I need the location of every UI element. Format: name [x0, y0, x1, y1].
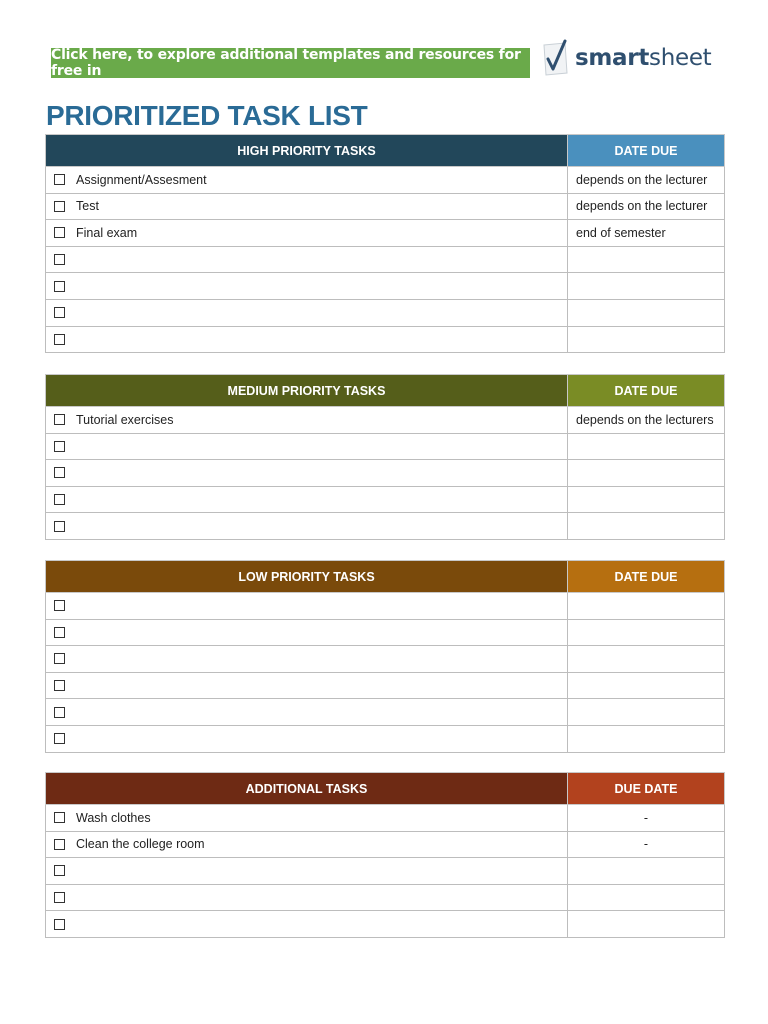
- task-cell[interactable]: [46, 299, 568, 326]
- due-date-cell[interactable]: [568, 725, 725, 752]
- task-checkbox[interactable]: [54, 600, 65, 611]
- task-text: Assignment/Assesment: [76, 172, 207, 187]
- additional-due-header: DUE DATE: [568, 773, 725, 805]
- task-checkbox[interactable]: [54, 441, 65, 452]
- task-cell[interactable]: [46, 460, 568, 487]
- due-date-cell[interactable]: [568, 858, 725, 885]
- task-checkbox[interactable]: [54, 414, 65, 425]
- task-checkbox[interactable]: [54, 707, 65, 718]
- table-row: [46, 805, 725, 832]
- low-tasks-header: LOW PRIORITY TASKS: [46, 561, 568, 593]
- due-date-cell[interactable]: depends on the lecturer: [568, 193, 725, 220]
- task-checkbox[interactable]: [54, 494, 65, 505]
- table-row: [46, 273, 725, 300]
- banner-text: Click here, to explore additional templates and resources for free in: [51, 47, 521, 79]
- task-checkbox[interactable]: [54, 653, 65, 664]
- task-cell[interactable]: [46, 672, 568, 699]
- task-checkbox[interactable]: [54, 865, 65, 876]
- task-cell[interactable]: [46, 167, 568, 194]
- additional-priority-table: [45, 772, 725, 938]
- due-date-cell[interactable]: [568, 299, 725, 326]
- due-date-cell[interactable]: [568, 672, 725, 699]
- medium-priority-table: [45, 374, 725, 540]
- table-row: [46, 220, 725, 247]
- task-text: Tutorial exercises: [76, 412, 174, 427]
- due-date-cell[interactable]: [568, 646, 725, 673]
- due-date-cell[interactable]: -: [568, 831, 725, 858]
- logo-wordmark: smartsheet: [575, 45, 712, 71]
- task-checkbox[interactable]: [54, 892, 65, 903]
- table-row: [46, 831, 725, 858]
- task-checkbox[interactable]: [54, 201, 65, 212]
- task-checkbox[interactable]: [54, 467, 65, 478]
- table-row: [46, 486, 725, 513]
- high-tasks-header: HIGH PRIORITY TASKS: [46, 135, 568, 167]
- low-due-header: DATE DUE: [568, 561, 725, 593]
- due-date-cell[interactable]: [568, 619, 725, 646]
- task-cell[interactable]: [46, 619, 568, 646]
- task-cell[interactable]: [46, 220, 568, 247]
- due-date-cell[interactable]: [568, 433, 725, 460]
- table-row: [46, 593, 725, 620]
- table-row: [46, 884, 725, 911]
- task-checkbox[interactable]: [54, 227, 65, 238]
- due-date-cell[interactable]: [568, 911, 725, 938]
- due-date-cell[interactable]: [568, 593, 725, 620]
- task-cell[interactable]: [46, 433, 568, 460]
- due-date-cell[interactable]: [568, 486, 725, 513]
- task-checkbox[interactable]: [54, 521, 65, 532]
- task-cell[interactable]: [46, 699, 568, 726]
- low-priority-table: [45, 560, 725, 753]
- task-checkbox[interactable]: [54, 839, 65, 850]
- task-cell[interactable]: [46, 884, 568, 911]
- table-row: [46, 407, 725, 434]
- task-cell[interactable]: [46, 513, 568, 540]
- task-cell[interactable]: [46, 858, 568, 885]
- due-date-cell[interactable]: [568, 884, 725, 911]
- due-date-cell[interactable]: [568, 273, 725, 300]
- table-row: [46, 619, 725, 646]
- task-cell[interactable]: [46, 805, 568, 832]
- table-row: [46, 858, 725, 885]
- due-date-cell[interactable]: depends on the lecturers: [568, 407, 725, 434]
- high-priority-table: [45, 134, 725, 353]
- task-checkbox[interactable]: [54, 254, 65, 265]
- task-text: Clean the college room: [76, 837, 205, 852]
- medium-due-header: DATE DUE: [568, 375, 725, 407]
- task-text: Test: [76, 199, 99, 214]
- table-row: [46, 433, 725, 460]
- task-checkbox[interactable]: [54, 733, 65, 744]
- table-row: [46, 513, 725, 540]
- additional-tasks-header: ADDITIONAL TASKS: [46, 773, 568, 805]
- due-date-cell[interactable]: end of semester: [568, 220, 725, 247]
- due-date-cell[interactable]: [568, 246, 725, 273]
- task-cell[interactable]: [46, 246, 568, 273]
- task-text: Final exam: [76, 225, 138, 240]
- task-cell[interactable]: [46, 911, 568, 938]
- page-title: PRIORITIZED TASK LIST: [46, 100, 368, 131]
- table-row: [46, 672, 725, 699]
- due-date-cell[interactable]: [568, 326, 725, 353]
- due-date-cell[interactable]: [568, 460, 725, 487]
- table-row: [46, 167, 725, 194]
- smartsheet-logo[interactable]: [541, 38, 711, 78]
- task-cell[interactable]: [46, 593, 568, 620]
- task-cell[interactable]: [46, 486, 568, 513]
- table-row: [46, 460, 725, 487]
- table-row: [46, 646, 725, 673]
- task-cell[interactable]: [46, 273, 568, 300]
- high-due-header: DATE DUE: [568, 135, 725, 167]
- task-cell[interactable]: [46, 193, 568, 220]
- table-row: [46, 699, 725, 726]
- task-checkbox[interactable]: [54, 627, 65, 638]
- task-checkbox[interactable]: [54, 812, 65, 823]
- table-row: [46, 911, 725, 938]
- table-row: [46, 725, 725, 752]
- table-row: [46, 246, 725, 273]
- task-cell[interactable]: [46, 831, 568, 858]
- due-date-cell[interactable]: [568, 513, 725, 540]
- table-row: [46, 326, 725, 353]
- due-date-cell[interactable]: -: [568, 805, 725, 832]
- task-checkbox[interactable]: [54, 919, 65, 930]
- table-row: [46, 299, 725, 326]
- task-cell[interactable]: [46, 326, 568, 353]
- due-date-cell[interactable]: [568, 699, 725, 726]
- task-checkbox[interactable]: [54, 174, 65, 185]
- task-text: Wash clothes: [76, 810, 151, 825]
- task-checkbox[interactable]: [54, 680, 65, 691]
- templates-banner-link[interactable]: [51, 48, 530, 78]
- task-checkbox[interactable]: [54, 307, 65, 318]
- task-cell[interactable]: [46, 646, 568, 673]
- checkmark-logo-icon: [541, 39, 571, 77]
- task-checkbox[interactable]: [54, 334, 65, 345]
- task-checkbox[interactable]: [54, 281, 65, 292]
- task-cell[interactable]: [46, 725, 568, 752]
- due-date-cell[interactable]: depends on the lecturer: [568, 167, 725, 194]
- task-cell[interactable]: [46, 407, 568, 434]
- table-row: [46, 193, 725, 220]
- medium-tasks-header: MEDIUM PRIORITY TASKS: [46, 375, 568, 407]
